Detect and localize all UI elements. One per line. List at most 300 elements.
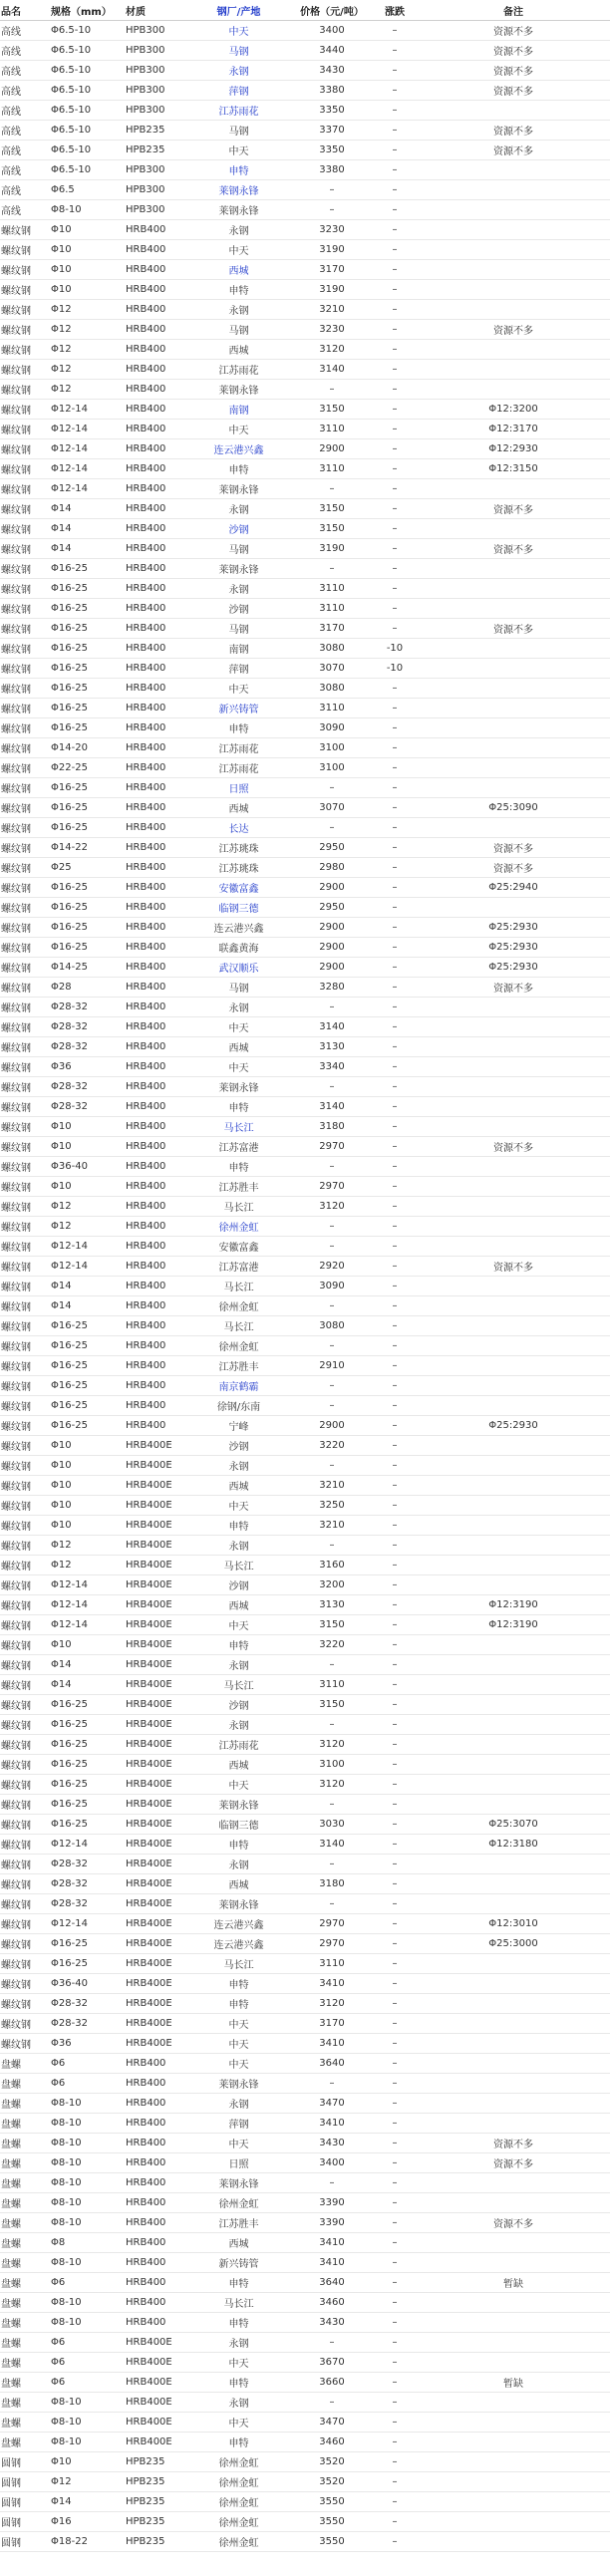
table-row bbox=[0, 1735, 610, 1755]
table-row bbox=[0, 1336, 610, 1356]
cell-name: 螺纹钢 bbox=[0, 699, 50, 718]
cell-note: Φ12:3170 bbox=[417, 420, 610, 439]
cell-note bbox=[417, 220, 610, 240]
mill-link[interactable]: 沙钢 bbox=[186, 519, 291, 539]
cell-note bbox=[417, 738, 610, 758]
cell-mill: 永钢 bbox=[186, 579, 291, 599]
cell-spec: Φ12 bbox=[50, 320, 125, 340]
cell-price: 3180 bbox=[291, 1117, 373, 1137]
cell-note: Φ12:3180 bbox=[417, 1835, 610, 1855]
cell-price: 3140 bbox=[291, 1097, 373, 1117]
cell-material: HRB400E bbox=[125, 1635, 186, 1655]
cell-name: 螺纹钢 bbox=[0, 320, 50, 340]
cell-note bbox=[417, 280, 610, 300]
cell-note bbox=[417, 1894, 610, 1914]
mill-link[interactable]: 萍钢 bbox=[186, 81, 291, 101]
cell-name: 螺纹钢 bbox=[0, 220, 50, 240]
cell-mill: 西城 bbox=[186, 340, 291, 360]
cell-note bbox=[417, 659, 610, 679]
cell-material: HRB400E bbox=[125, 2034, 186, 2054]
cell-spec: Φ12 bbox=[50, 1217, 125, 1237]
table-row bbox=[0, 81, 610, 101]
table-row bbox=[0, 1894, 610, 1914]
cell-note: Φ12:3150 bbox=[417, 459, 610, 479]
table-row bbox=[0, 559, 610, 579]
cell-spec: Φ16-25 bbox=[50, 898, 125, 918]
cell-material: HRB400E bbox=[125, 2393, 186, 2413]
cell-mill: 中天 bbox=[186, 2014, 291, 2034]
cell-change: – bbox=[373, 220, 417, 240]
table-row bbox=[0, 1795, 610, 1815]
cell-spec: Φ10 bbox=[50, 260, 125, 280]
cell-name: 螺纹钢 bbox=[0, 1157, 50, 1177]
cell-price: 3110 bbox=[291, 1675, 373, 1695]
mill-link[interactable]: 武汉顺乐 bbox=[186, 958, 291, 978]
table-row bbox=[0, 180, 610, 200]
table-row bbox=[0, 2014, 610, 2034]
cell-name: 螺纹钢 bbox=[0, 1675, 50, 1695]
cell-price: – bbox=[291, 1077, 373, 1097]
cell-material: HRB400E bbox=[125, 1655, 186, 1675]
cell-change: – bbox=[373, 260, 417, 280]
cell-spec: Φ16-25 bbox=[50, 798, 125, 818]
cell-price: – bbox=[291, 1296, 373, 1316]
mill-link[interactable]: 江苏雨花 bbox=[186, 101, 291, 121]
cell-name: 螺纹钢 bbox=[0, 1755, 50, 1775]
cell-mill: 连云港兴鑫 bbox=[186, 1934, 291, 1954]
cell-change: – bbox=[373, 2273, 417, 2293]
cell-material: HRB400E bbox=[125, 1835, 186, 1855]
cell-price: 2900 bbox=[291, 958, 373, 978]
cell-spec: Φ12-14 bbox=[50, 1914, 125, 1934]
cell-name: 螺纹钢 bbox=[0, 380, 50, 400]
cell-material: HRB400 bbox=[125, 1217, 186, 1237]
cell-mill: 马钢 bbox=[186, 539, 291, 559]
cell-material: HRB400 bbox=[125, 479, 186, 499]
mill-link[interactable]: 莱钢永锋 bbox=[186, 180, 291, 200]
cell-spec: Φ10 bbox=[50, 1456, 125, 1476]
cell-note bbox=[417, 1655, 610, 1675]
cell-note bbox=[417, 1556, 610, 1575]
cell-price: 3130 bbox=[291, 1037, 373, 1057]
cell-material: HRB400 bbox=[125, 1356, 186, 1376]
cell-material: HRB400 bbox=[125, 758, 186, 778]
cell-mill: 中天 bbox=[186, 141, 291, 160]
table-row bbox=[0, 340, 610, 360]
cell-change: – bbox=[373, 1137, 417, 1157]
cell-mill: 徐州金虹 bbox=[186, 2193, 291, 2213]
cell-spec: Φ12 bbox=[50, 1536, 125, 1556]
cell-price: 3210 bbox=[291, 1476, 373, 1496]
cell-spec: Φ28-32 bbox=[50, 1077, 125, 1097]
table-row bbox=[0, 1177, 610, 1197]
cell-change: – bbox=[373, 1177, 417, 1197]
cell-name: 螺纹钢 bbox=[0, 499, 50, 519]
cell-note bbox=[417, 1536, 610, 1556]
cell-note bbox=[417, 2532, 610, 2552]
cell-mill: 江苏雨花 bbox=[186, 360, 291, 380]
cell-material: HRB400 bbox=[125, 679, 186, 699]
cell-name: 螺纹钢 bbox=[0, 1516, 50, 1536]
cell-note bbox=[417, 559, 610, 579]
cell-mill: 申特 bbox=[186, 2373, 291, 2393]
cell-change: – bbox=[373, 2193, 417, 2213]
cell-material: HPB235 bbox=[125, 2492, 186, 2512]
header-mill: 钢厂/产地 bbox=[186, 0, 291, 21]
cell-material: HRB400 bbox=[125, 1296, 186, 1316]
cell-note bbox=[417, 160, 610, 180]
table-row bbox=[0, 1954, 610, 1974]
cell-price: 2950 bbox=[291, 898, 373, 918]
cell-name: 螺纹钢 bbox=[0, 1117, 50, 1137]
cell-mill: 马长江 bbox=[186, 2293, 291, 2313]
cell-price: 2900 bbox=[291, 938, 373, 958]
table-row bbox=[0, 2253, 610, 2273]
mill-link[interactable]: 申特 bbox=[186, 160, 291, 180]
cell-mill: 莱钢永锋 bbox=[186, 1795, 291, 1815]
cell-mill: 中天 bbox=[186, 2134, 291, 2153]
cell-note bbox=[417, 778, 610, 798]
cell-name: 盘螺 bbox=[0, 2134, 50, 2153]
cell-material: HPB300 bbox=[125, 180, 186, 200]
table-row bbox=[0, 718, 610, 738]
cell-mill: 申特 bbox=[186, 2433, 291, 2452]
cell-mill: 连云港兴鑫 bbox=[186, 1914, 291, 1934]
cell-price: 3380 bbox=[291, 160, 373, 180]
cell-change: – bbox=[373, 539, 417, 559]
cell-mill: 马钢 bbox=[186, 320, 291, 340]
table-row bbox=[0, 121, 610, 141]
cell-change: – bbox=[373, 439, 417, 459]
cell-price: – bbox=[291, 1336, 373, 1356]
cell-note bbox=[417, 679, 610, 699]
cell-change: – bbox=[373, 1296, 417, 1316]
mill-link[interactable]: 中天 bbox=[186, 21, 291, 41]
cell-mill: 申特 bbox=[186, 1994, 291, 2014]
cell-change: – bbox=[373, 2173, 417, 2193]
cell-change: – bbox=[373, 1017, 417, 1037]
cell-material: HRB400 bbox=[125, 2074, 186, 2094]
cell-change: – bbox=[373, 1217, 417, 1237]
cell-spec: Φ16-25 bbox=[50, 1695, 125, 1715]
cell-note bbox=[417, 1775, 610, 1795]
mill-link[interactable]: 安徽富鑫 bbox=[186, 878, 291, 898]
cell-material: HRB400 bbox=[125, 958, 186, 978]
cell-spec: Φ14-25 bbox=[50, 958, 125, 978]
cell-name: 螺纹钢 bbox=[0, 1177, 50, 1197]
cell-change: – bbox=[373, 1615, 417, 1635]
cell-price: 3390 bbox=[291, 2193, 373, 2213]
cell-spec: Φ28-32 bbox=[50, 1097, 125, 1117]
mill-link[interactable]: 连云港兴鑫 bbox=[186, 439, 291, 459]
cell-spec: Φ12-14 bbox=[50, 420, 125, 439]
cell-material: HRB400E bbox=[125, 1934, 186, 1954]
table-row bbox=[0, 1257, 610, 1277]
cell-note bbox=[417, 300, 610, 320]
table-row bbox=[0, 2313, 610, 2333]
cell-material: HRB400 bbox=[125, 1157, 186, 1177]
cell-name: 螺纹钢 bbox=[0, 1257, 50, 1277]
cell-material: HRB400 bbox=[125, 659, 186, 679]
cell-material: HRB400 bbox=[125, 380, 186, 400]
cell-price: 3180 bbox=[291, 1874, 373, 1894]
mill-link[interactable]: 南钢 bbox=[186, 400, 291, 420]
cell-note bbox=[417, 200, 610, 220]
cell-note bbox=[417, 1874, 610, 1894]
cell-spec: Φ14-22 bbox=[50, 838, 125, 858]
cell-spec: Φ12-14 bbox=[50, 1835, 125, 1855]
cell-change: – bbox=[373, 699, 417, 718]
table-row bbox=[0, 141, 610, 160]
cell-change: – bbox=[373, 2233, 417, 2253]
cell-material: HRB400E bbox=[125, 1974, 186, 1994]
header-price: 价格（元/吨） bbox=[291, 0, 373, 21]
cell-change: – bbox=[373, 1675, 417, 1695]
cell-spec: Φ14-20 bbox=[50, 738, 125, 758]
cell-mill: 沙钢 bbox=[186, 1436, 291, 1456]
cell-change: – bbox=[373, 2512, 417, 2532]
cell-material: HRB400 bbox=[125, 300, 186, 320]
cell-price: 3410 bbox=[291, 2114, 373, 2134]
cell-spec: Φ8-10 bbox=[50, 2413, 125, 2433]
cell-name: 螺纹钢 bbox=[0, 1815, 50, 1835]
table-row bbox=[0, 978, 610, 998]
cell-note bbox=[417, 519, 610, 539]
table-row bbox=[0, 439, 610, 459]
cell-material: HPB235 bbox=[125, 121, 186, 141]
cell-note: Φ12:2930 bbox=[417, 439, 610, 459]
cell-name: 螺纹钢 bbox=[0, 1635, 50, 1655]
cell-material: HRB400E bbox=[125, 1894, 186, 1914]
cell-note bbox=[417, 998, 610, 1017]
mill-link[interactable]: 西城 bbox=[186, 260, 291, 280]
cell-change: – bbox=[373, 1197, 417, 1217]
cell-spec: Φ12-14 bbox=[50, 1237, 125, 1257]
cell-spec: Φ6 bbox=[50, 2074, 125, 2094]
cell-material: HRB400 bbox=[125, 1017, 186, 1037]
cell-material: HRB400E bbox=[125, 1914, 186, 1934]
cell-change: – bbox=[373, 2094, 417, 2114]
cell-change: – bbox=[373, 1476, 417, 1496]
cell-material: HRB400 bbox=[125, 878, 186, 898]
table-row bbox=[0, 2353, 610, 2373]
cell-price: 2920 bbox=[291, 1257, 373, 1277]
cell-price: – bbox=[291, 1894, 373, 1914]
cell-note bbox=[417, 2293, 610, 2313]
cell-mill: 中天 bbox=[186, 2413, 291, 2433]
cell-change: – bbox=[373, 798, 417, 818]
mill-link[interactable]: 马钢 bbox=[186, 41, 291, 61]
mill-link[interactable]: 临钢三德 bbox=[186, 898, 291, 918]
table-row bbox=[0, 200, 610, 220]
table-row bbox=[0, 2213, 610, 2233]
cell-change: – bbox=[373, 1735, 417, 1755]
cell-name: 螺纹钢 bbox=[0, 1436, 50, 1456]
cell-price: 3430 bbox=[291, 2313, 373, 2333]
cell-change: – bbox=[373, 1894, 417, 1914]
cell-material: HRB400 bbox=[125, 2313, 186, 2333]
cell-spec: Φ8-10 bbox=[50, 2173, 125, 2193]
cell-change: – bbox=[373, 1237, 417, 1257]
cell-name: 螺纹钢 bbox=[0, 1077, 50, 1097]
cell-price: 3100 bbox=[291, 758, 373, 778]
table-row bbox=[0, 938, 610, 958]
cell-price: 3120 bbox=[291, 1775, 373, 1795]
table-row bbox=[0, 1815, 610, 1835]
cell-change: – bbox=[373, 400, 417, 420]
table-row bbox=[0, 160, 610, 180]
table-row bbox=[0, 2193, 610, 2213]
table-row bbox=[0, 1556, 610, 1575]
cell-change: – bbox=[373, 2313, 417, 2333]
mill-link[interactable]: 长达 bbox=[186, 818, 291, 838]
cell-spec: Φ28-32 bbox=[50, 1017, 125, 1037]
cell-spec: Φ10 bbox=[50, 280, 125, 300]
cell-material: HRB400 bbox=[125, 280, 186, 300]
header-note: 备注 bbox=[417, 0, 610, 21]
cell-change: – bbox=[373, 958, 417, 978]
cell-material: HRB400 bbox=[125, 2233, 186, 2253]
table-row bbox=[0, 758, 610, 778]
mill-link[interactable]: 永钢 bbox=[186, 61, 291, 81]
cell-name: 螺纹钢 bbox=[0, 958, 50, 978]
mill-link[interactable]: 马长江 bbox=[186, 1117, 291, 1137]
cell-spec: Φ8-10 bbox=[50, 2393, 125, 2413]
cell-mill: 江苏珧珠 bbox=[186, 838, 291, 858]
cell-note: Φ12:3190 bbox=[417, 1615, 610, 1635]
cell-material: HRB400 bbox=[125, 718, 186, 738]
cell-price: 3430 bbox=[291, 61, 373, 81]
cell-mill: 莱钢永锋 bbox=[186, 1894, 291, 1914]
table-row bbox=[0, 1934, 610, 1954]
cell-price: 3210 bbox=[291, 300, 373, 320]
cell-spec: Φ8-10 bbox=[50, 2313, 125, 2333]
cell-change: – bbox=[373, 2253, 417, 2273]
cell-price: 3110 bbox=[291, 1954, 373, 1974]
cell-mill: 莱钢永锋 bbox=[186, 380, 291, 400]
cell-change: – bbox=[373, 2353, 417, 2373]
cell-name: 螺纹钢 bbox=[0, 1376, 50, 1396]
cell-mill: 永钢 bbox=[186, 300, 291, 320]
cell-mill: 日照 bbox=[186, 2153, 291, 2173]
cell-material: HRB400 bbox=[125, 938, 186, 958]
cell-material: HRB400 bbox=[125, 778, 186, 798]
table-row bbox=[0, 2452, 610, 2472]
cell-mill: 西城 bbox=[186, 1874, 291, 1894]
cell-note: Φ25:2940 bbox=[417, 878, 610, 898]
table-row bbox=[0, 2114, 610, 2134]
cell-name: 高线 bbox=[0, 121, 50, 141]
cell-note bbox=[417, 1356, 610, 1376]
cell-note: 暂缺 bbox=[417, 2373, 610, 2393]
cell-mill: 江苏雨花 bbox=[186, 738, 291, 758]
cell-mill: 萍钢 bbox=[186, 2114, 291, 2134]
cell-material: HRB400 bbox=[125, 1396, 186, 1416]
table-row bbox=[0, 41, 610, 61]
cell-change: – bbox=[373, 1775, 417, 1795]
cell-name: 螺纹钢 bbox=[0, 1536, 50, 1556]
cell-change: – bbox=[373, 778, 417, 798]
cell-note: 资源不多 bbox=[417, 1257, 610, 1277]
cell-price: 3070 bbox=[291, 798, 373, 818]
cell-spec: Φ8-10 bbox=[50, 2193, 125, 2213]
cell-price: – bbox=[291, 479, 373, 499]
cell-price: – bbox=[291, 559, 373, 579]
cell-spec: Φ16 bbox=[50, 2512, 125, 2532]
table-row bbox=[0, 2273, 610, 2293]
cell-change: – bbox=[373, 738, 417, 758]
mill-link[interactable]: 日照 bbox=[186, 778, 291, 798]
cell-note bbox=[417, 1037, 610, 1057]
table-row bbox=[0, 1316, 610, 1336]
cell-name: 盘螺 bbox=[0, 2114, 50, 2134]
cell-mill: 江苏富港 bbox=[186, 1257, 291, 1277]
cell-mill: 徐州金虹 bbox=[186, 1296, 291, 1316]
cell-spec: Φ6.5-10 bbox=[50, 141, 125, 160]
table-row bbox=[0, 1835, 610, 1855]
mill-link[interactable]: 新兴铸管 bbox=[186, 699, 291, 718]
mill-link[interactable]: 徐州金虹 bbox=[186, 1217, 291, 1237]
cell-spec: Φ28-32 bbox=[50, 1894, 125, 1914]
cell-spec: Φ28-32 bbox=[50, 1037, 125, 1057]
cell-material: HRB400 bbox=[125, 519, 186, 539]
cell-mill: 申特 bbox=[186, 1974, 291, 1994]
cell-mill: 中天 bbox=[186, 1775, 291, 1795]
cell-mill: 莱钢永锋 bbox=[186, 2074, 291, 2094]
cell-price: 3660 bbox=[291, 2373, 373, 2393]
table-row bbox=[0, 21, 610, 41]
cell-name: 盘螺 bbox=[0, 2353, 50, 2373]
cell-name: 螺纹钢 bbox=[0, 1835, 50, 1855]
cell-note bbox=[417, 818, 610, 838]
cell-spec: Φ12 bbox=[50, 1556, 125, 1575]
table-row bbox=[0, 1874, 610, 1894]
cell-note bbox=[417, 1735, 610, 1755]
cell-name: 螺纹钢 bbox=[0, 400, 50, 420]
cell-name: 螺纹钢 bbox=[0, 838, 50, 858]
table-row bbox=[0, 2094, 610, 2114]
mill-link[interactable]: 南京鹤霸 bbox=[186, 1376, 291, 1396]
cell-price: 3220 bbox=[291, 1635, 373, 1655]
cell-spec: Φ28-32 bbox=[50, 1874, 125, 1894]
cell-name: 高线 bbox=[0, 200, 50, 220]
table-row bbox=[0, 2413, 610, 2433]
cell-name: 盘螺 bbox=[0, 2213, 50, 2233]
cell-price: – bbox=[291, 1456, 373, 1476]
table-row bbox=[0, 360, 610, 380]
cell-price: – bbox=[291, 1376, 373, 1396]
cell-mill: 永钢 bbox=[186, 2393, 291, 2413]
cell-note bbox=[417, 1855, 610, 1874]
cell-name: 圆钢 bbox=[0, 2452, 50, 2472]
cell-note bbox=[417, 2512, 610, 2532]
cell-change: – bbox=[373, 818, 417, 838]
cell-note bbox=[417, 2452, 610, 2472]
cell-material: HRB400 bbox=[125, 2173, 186, 2193]
cell-mill: 徐州金虹 bbox=[186, 2512, 291, 2532]
cell-material: HRB400E bbox=[125, 1954, 186, 1974]
cell-mill: 申特 bbox=[186, 1097, 291, 1117]
table-row bbox=[0, 260, 610, 280]
cell-price: 3170 bbox=[291, 260, 373, 280]
cell-spec: Φ10 bbox=[50, 2452, 125, 2472]
table-row bbox=[0, 479, 610, 499]
cell-name: 盘螺 bbox=[0, 2253, 50, 2273]
cell-change: – bbox=[373, 1695, 417, 1715]
cell-spec: Φ16-25 bbox=[50, 1316, 125, 1336]
table-row bbox=[0, 320, 610, 340]
cell-material: HRB400 bbox=[125, 2134, 186, 2153]
